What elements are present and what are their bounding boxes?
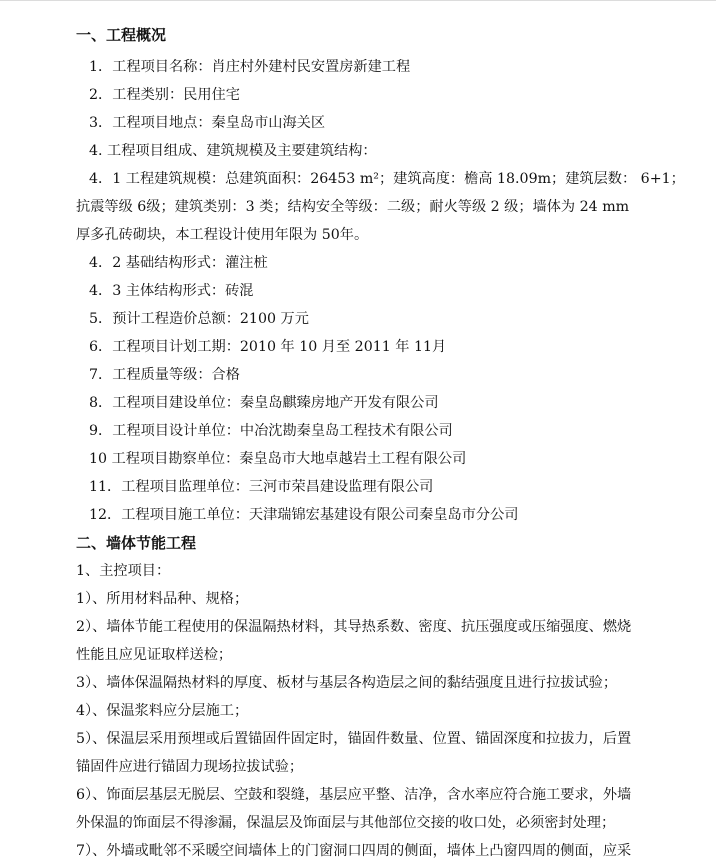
wall-item-6-line1: 6）、饰面层基层无脱层、空鼓和裂缝，基层应平整、洁净，含水率应符合施工要求，外墙	[76, 787, 632, 803]
overview-item-project-name: 1．工程项目名称：肖庄村外建村民安置房新建工程	[89, 59, 411, 75]
overview-item-scale-line1: 4．1 工程建筑规模：总建筑面积：26453 m²；建筑高度：檐高 18.09m；建筑层数： 6+1；	[89, 171, 685, 187]
overview-item-cost: 5．预计工程造价总额：2100 万元	[89, 311, 309, 327]
overview-item-contractor: 12．工程项目施工单位：天津瑞锦宏基建设有限公司秦皇岛市分公司	[89, 507, 519, 523]
overview-item-composition: 4. 工程项目组成、建筑规模及主要建筑结构：	[89, 143, 377, 159]
wall-item-7-line1: 7）、外墙或毗邻不采暖空间墙体上的门窗洞口四周的侧面，墙体上凸窗四周的侧面，应采	[76, 843, 632, 859]
section-heading-overview: 一、工程概况	[76, 26, 167, 44]
overview-item-surveyor: 10 工程项目勘察单位：秦皇岛市大地卓越岩土工程有限公司	[89, 451, 467, 467]
overview-item-owner: 8．工程项目建设单位：秦皇岛麒臻房地产开发有限公司	[89, 395, 439, 411]
wall-item-2-line1: 2）、墙体节能工程使用的保温隔热材料，其导热系数、密度、抗压强度或压缩强度、燃烧	[76, 619, 632, 635]
overview-item-supervisor: 11．工程项目监理单位：三河市荣昌建设监理有限公司	[89, 479, 434, 495]
overview-item-scale-line3: 厚多孔砖砌块，本工程设计使用年限为 50年。	[76, 227, 369, 243]
section-heading-wall-energy: 二、墙体节能工程	[76, 534, 197, 552]
overview-item-project-location: 3．工程项目地点：秦皇岛市山海关区	[89, 115, 326, 131]
wall-item-5-line1: 5）、保温层采用预埋或后置锚固件固定时，锚固件数量、位置、锚固深度和拉拔力，后置	[76, 731, 632, 747]
overview-item-designer: 9．工程项目设计单位：中冶沈勘秦皇岛工程技术有限公司	[89, 423, 453, 439]
overview-item-quality: 7．工程质量等级：合格	[89, 367, 240, 383]
overview-item-scale-line2: 抗震等级 6级；建筑类别：3 类；结构安全等级：二级；耐火等级 2 级；墙体为 24 mm	[76, 199, 630, 215]
overview-item-schedule: 6．工程项目计划工期：2010 年 10 月至 2011 年 11月	[89, 339, 447, 355]
wall-item-5-line2: 锚固件应进行锚固力现场拉拔试验；	[76, 759, 304, 775]
overview-item-main-structure: 4．3 主体结构形式：砖混	[89, 283, 254, 299]
wall-item-6-line2: 外保温的饰面层不得渗漏，保温层及饰面层与其他部位交接的收口处，必须密封处理；	[76, 815, 616, 831]
wall-item-3: 3）、墙体保温隔热材料的厚度、板材与基层各构造层之间的黏结强度且进行拉拔试验；	[76, 675, 618, 691]
overview-item-foundation: 4．2 基础结构形式：灌注桩	[89, 255, 268, 271]
wall-item-4: 4）、保温浆料应分层施工；	[76, 703, 249, 719]
wall-item-2-line2: 性能且应见证取样送检；	[76, 647, 233, 663]
wall-item-1: 1）、所用材料品种、规格；	[76, 591, 249, 607]
wall-item-main-control: 1、主控项目：	[76, 563, 171, 579]
overview-item-project-type: 2．工程类别：民用住宅	[89, 87, 240, 103]
